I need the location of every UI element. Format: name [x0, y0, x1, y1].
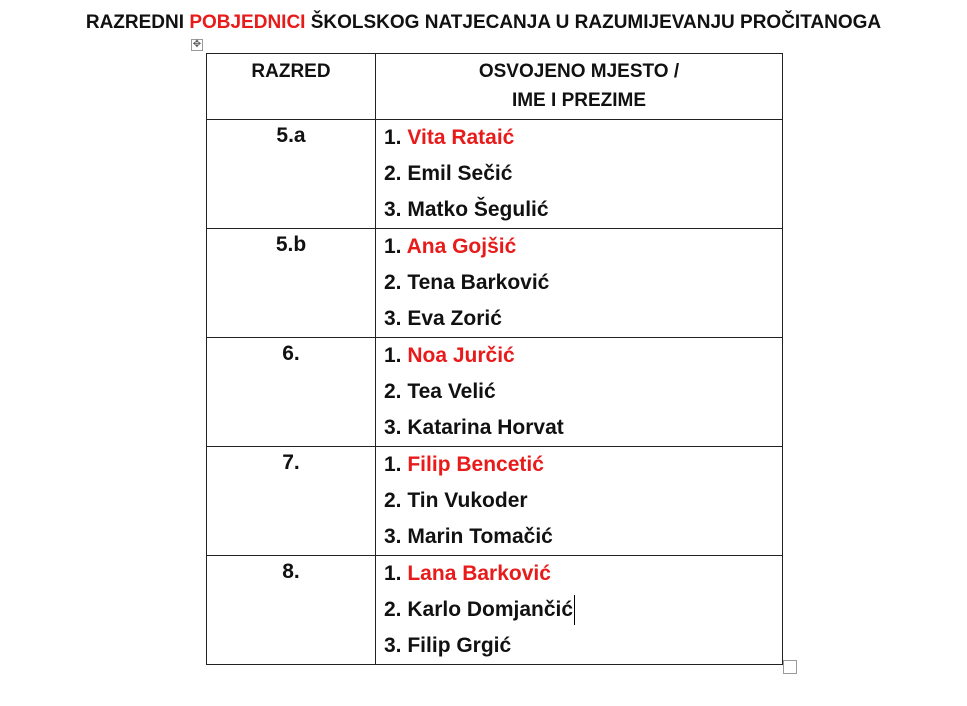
place-number: 3. [384, 307, 408, 330]
class-cell[interactable]: 7. [207, 447, 376, 556]
student-name: Karlo Domjančić [407, 598, 574, 621]
title-part-1: RAZREDNI [85, 12, 190, 33]
place-number: 1. [384, 344, 408, 367]
student-name: Matko Šegulić [407, 198, 549, 221]
place-number: 3. [384, 634, 408, 657]
names-cell[interactable] [376, 556, 783, 665]
list-item [384, 556, 782, 592]
table-row [207, 120, 783, 229]
list-item [384, 229, 782, 265]
page-title [0, 12, 967, 34]
list-item [384, 338, 782, 374]
student-name: Katarina Horvat [407, 416, 564, 439]
place-number: 3. [384, 198, 408, 221]
list-item [384, 374, 782, 410]
place-number: 3. [384, 416, 408, 439]
student-name: Eva Zorić [407, 307, 502, 330]
names-cell[interactable] [376, 120, 783, 229]
place-number: 2. [384, 489, 408, 512]
list-item [384, 447, 782, 483]
table-row [207, 447, 783, 556]
table-header-row [207, 54, 783, 120]
list-item [384, 192, 782, 228]
class-cell[interactable]: 6. [207, 338, 376, 447]
place-number: 1. [384, 235, 407, 258]
winner-name: Filip Bencetić [407, 453, 544, 476]
place-number: 2. [384, 271, 408, 294]
table-row [207, 338, 783, 447]
place-number: 3. [384, 525, 408, 548]
text-cursor [574, 595, 575, 625]
list-item [384, 156, 782, 192]
student-name: Tena Barković [407, 271, 550, 294]
list-item [384, 120, 782, 156]
list-item [384, 265, 782, 301]
header-place-name [376, 54, 783, 120]
names-cell[interactable] [376, 229, 783, 338]
names-cell[interactable] [376, 338, 783, 447]
student-name: Filip Grgić [407, 634, 512, 657]
place-number: 2. [384, 380, 408, 403]
student-name: Tin Vukoder [407, 489, 528, 512]
class-cell[interactable]: 5.b [207, 229, 376, 338]
header-class: RAZRED [207, 54, 376, 120]
table-move-handle-icon[interactable]: ✥ [192, 39, 202, 50]
list-item [384, 301, 782, 337]
list-item [384, 519, 782, 555]
place-number: 1. [384, 126, 408, 149]
student-name: Tea Velić [407, 380, 496, 403]
table-row [207, 556, 783, 665]
header-place-line2: IME I PREZIME [511, 90, 647, 111]
winner-name: Noa Jurčić [407, 344, 515, 367]
header-place-line1: OSVOJENO MJESTO / [478, 61, 680, 82]
winner-name: Vita Rataić [407, 126, 515, 149]
place-number: 2. [384, 598, 408, 621]
place-number: 1. [384, 453, 408, 476]
table-row [207, 229, 783, 338]
list-item [384, 628, 782, 664]
list-item [384, 483, 782, 519]
winner-name: Ana Gojšić [406, 235, 517, 258]
title-part-3: ŠKOLSKOG NATJECANJA U RAZUMIJEVANJU PROČITANOGA [305, 12, 882, 33]
place-number: 2. [384, 162, 408, 185]
class-cell[interactable]: 8. [207, 556, 376, 665]
class-cell[interactable]: 5.a [207, 120, 376, 229]
results-table [206, 53, 783, 665]
list-item [384, 410, 782, 446]
title-highlight: POBJEDNICI [189, 12, 306, 33]
place-number: 1. [384, 562, 408, 585]
student-name: Marin Tomačić [407, 525, 553, 548]
table-resize-handle-icon[interactable] [783, 660, 797, 674]
winner-name: Lana Barković [407, 562, 551, 585]
list-item [384, 592, 782, 628]
names-cell[interactable] [376, 447, 783, 556]
student-name: Emil Sečić [407, 162, 513, 185]
